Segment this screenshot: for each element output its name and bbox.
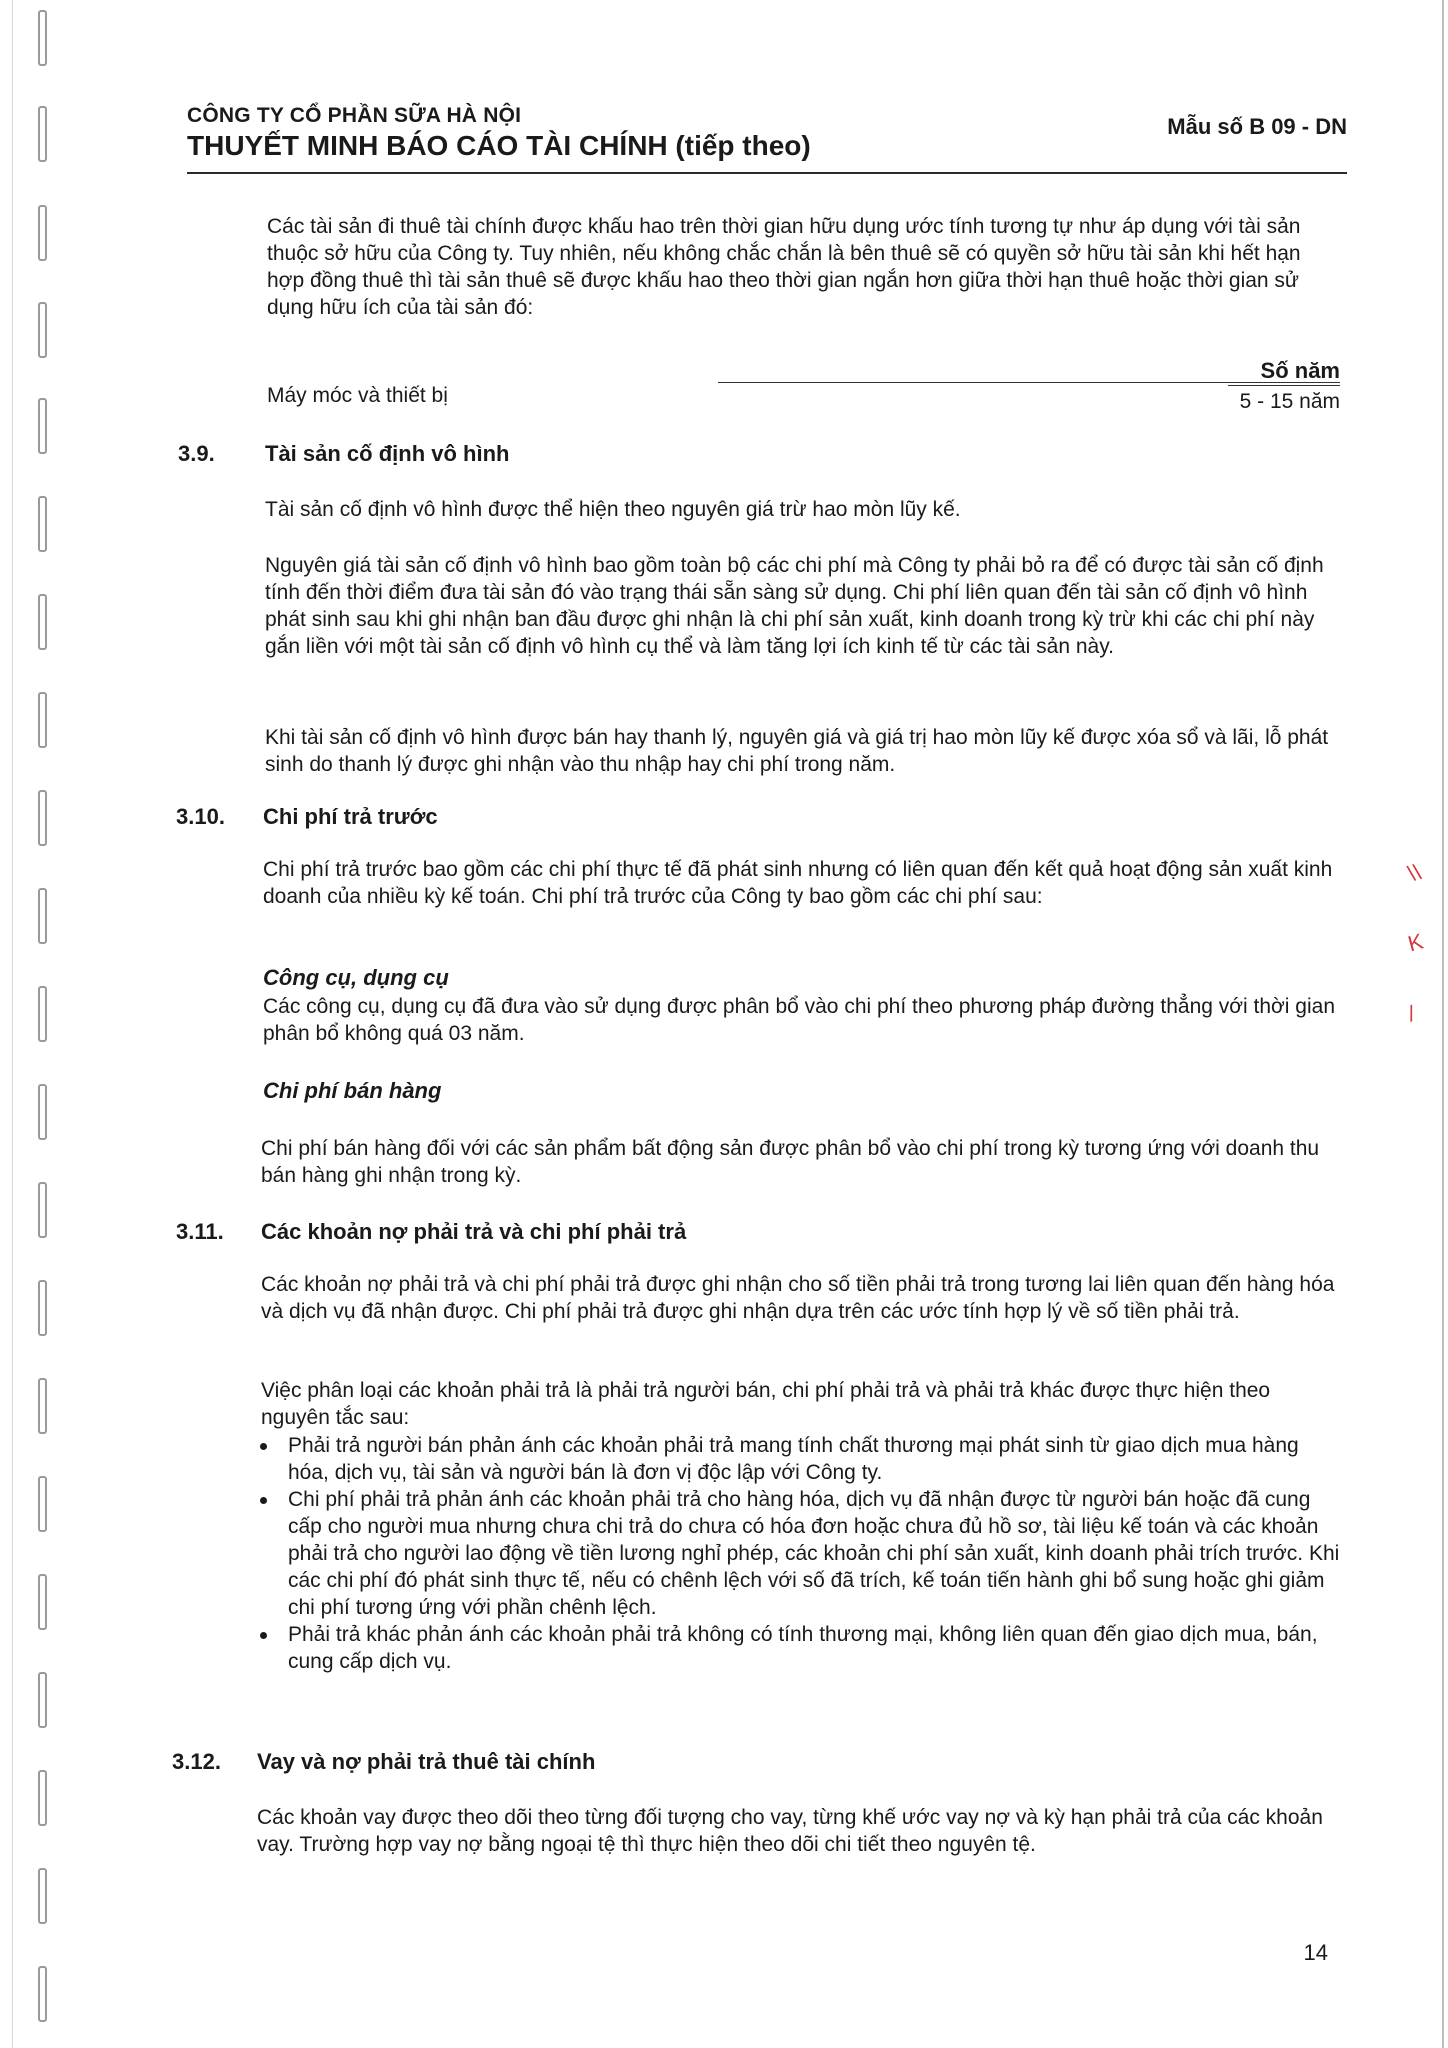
header-divider [187, 172, 1347, 174]
handwritten-mark: / [1405, 1000, 1418, 1027]
page-right-edge [1442, 0, 1444, 2048]
subsection-paragraph: Chi phí bán hàng đối với các sản phẩm bất động sản được phân bổ vào chi phí trong kỳ tương ứng với doanh thu bán hàng ghi nhận trong kỳ. [261, 1137, 1320, 1187]
binder-hole [38, 888, 47, 944]
section-title: Tài sản cố định vô hình [265, 441, 510, 466]
bullet-item [258, 1621, 1343, 1675]
section-paragraph: Các khoản nợ phải trả và chi phí phải trả được ghi nhận cho số tiền phải trả trong tương lai liên quan đến hàng hóa và dịch vụ đã nhận được. Chi phí phải trả được ghi nhận dựa trên các ước tính hợp lý về số tiền phải trả. [261, 1273, 1335, 1323]
binder-hole [38, 1672, 47, 1728]
binder-hole [38, 1476, 47, 1532]
handwritten-mark: K [1405, 928, 1426, 957]
binder-hole [38, 205, 47, 261]
binder-hole [38, 1084, 47, 1140]
section-paragraph: Khi tài sản cố định vô hình được bán hay thanh lý, nguyên giá và giá trị hao mòn lũy kế được xóa sổ và lãi, lỗ phát sinh do thanh lý được ghi nhận vào thu nhập hay chi phí trong năm. [265, 726, 1329, 776]
bullet-item [258, 1432, 1343, 1486]
binder-hole [38, 1280, 47, 1336]
section-paragraph: Việc phân loại các khoản phải trả là phải trả người bán, chi phí phải trả và phải trả khác được thực hiện theo nguyên tắc sau: [261, 1379, 1271, 1429]
binder-hole [38, 10, 47, 66]
binder-hole [38, 1966, 47, 2022]
table-header-years: Số năm [1260, 358, 1340, 383]
section-paragraph: Các khoản vay được theo dõi theo từng đối tượng cho vay, từng khế ước vay nợ và kỳ hạn phải trả của các khoản vay. Trường hợp vay nợ bằng ngoại tệ thì thực hiện theo dõi chi tiết theo nguyên tệ. [257, 1806, 1323, 1856]
binder-hole [38, 790, 47, 846]
binder-hole [38, 692, 47, 748]
handwritten-marks [1405, 859, 1438, 1070]
binder-hole [38, 398, 47, 454]
section-paragraph: Tài sản cố định vô hình được thể hiện theo nguyên giá trừ hao mòn lũy kế. [265, 498, 961, 521]
page-header [187, 104, 1347, 162]
bullet-list [258, 1432, 1343, 1675]
section-number: 3.11. [176, 1219, 224, 1244]
section-paragraph: Chi phí trả trước bao gồm các chi phí thực tế đã phát sinh nhưng có liên quan đến kết quả hoạt động sản xuất kinh doanh của nhiều kỳ kế toán. Chi phí trả trước của Công ty bao gồm các chi phí sau: [263, 858, 1333, 908]
bullet-dot [260, 1443, 267, 1450]
subsection-title: Công cụ, dụng cụ [263, 965, 449, 990]
binder-hole [38, 986, 47, 1042]
binder-hole [38, 1182, 47, 1238]
subsection-title: Chi phí bán hàng [263, 1078, 442, 1103]
bullet-text: Phải trả khác phản ánh các khoản phải trả không có tính thương mại, không liên quan đến giao dịch mua, bán, cung cấp dịch vụ. [288, 1623, 1318, 1673]
binder-hole [38, 1868, 47, 1924]
section-title: Vay và nợ phải trả thuê tài chính [257, 1749, 596, 1774]
table-rule [718, 382, 1340, 383]
bullet-text: Phải trả người bán phản ánh các khoản phải trả mang tính chất thương mại phát sinh từ giao dịch mua hàng hóa, dịch vụ, tài sản và người bán là đơn vị độc lập với Công ty. [288, 1434, 1299, 1484]
page-number: 14 [1303, 1940, 1328, 1965]
bullet-text: Chi phí phải trả phản ánh các khoản phải trả cho hàng hóa, dịch vụ đã nhận được từ người bán hoặc đã cung cấp cho người mua nhưng chưa chi trả do chưa có hóa đơn hoặc chưa đủ hồ sơ, tài liệu kế toán và các khoản phải trả cho người lao động về tiền lương nghỉ phép, các khoản chi phí sản xuất, kinh doanh phải trích trước. Khi các chi phí đó phát sinh thực tế, nếu có chênh lệch với số đã trích, kế toán tiến hành ghi bổ sung hoặc ghi giảm chi phí tương ứng với phần chênh lệch. [288, 1488, 1340, 1619]
section-number: 3.9. [178, 441, 215, 466]
section-number: 3.12. [172, 1749, 221, 1774]
table-header-underline [1228, 385, 1340, 386]
binder-margin [0, 0, 60, 2048]
binder-hole [38, 496, 47, 552]
table-row-value: 5 - 15 năm [1239, 390, 1340, 413]
section-paragraph: Nguyên giá tài sản cố định vô hình bao gồm toàn bộ các chi phí mà Công ty phải bỏ ra để có được tài sản cố định tính đến thời điểm đưa tài sản đó vào trạng thái sẵn sàng sử dụng. Chi phí liên quan đến tài sản cố định vô hình phát sinh sau khi ghi nhận ban đầu được ghi nhận là chi phí sản xuất, kinh doanh trong kỳ trừ khi các chi phí này gắn liền với một tài sản cố định vô hình cụ thể và làm tăng lợi ích kinh tế từ các tài sản này. [265, 554, 1324, 658]
binder-hole [38, 1378, 47, 1434]
section-title: Các khoản nợ phải trả và chi phí phải trả [261, 1219, 687, 1244]
form-number: Mẫu số B 09 - DN [1167, 114, 1347, 139]
bullet-dot [260, 1497, 267, 1504]
binder-hole [38, 302, 47, 358]
binder-hole [38, 106, 47, 162]
section-number: 3.10. [176, 804, 225, 829]
binder-hole [38, 594, 47, 650]
handwritten-mark: \\ [1405, 859, 1424, 887]
binder-hole [38, 1574, 47, 1630]
binder-hole [38, 1770, 47, 1826]
document-title: THUYẾT MINH BÁO CÁO TÀI CHÍNH (tiếp theo) [187, 130, 811, 161]
intro-paragraph: Các tài sản đi thuê tài chính được khấu hao trên thời gian hữu dụng ước tính tương tự như áp dụng với tài sản thuộc sở hữu của Công ty. Tuy nhiên, nếu không chắc chắn là bên thuê sẽ có quyền sở hữu tài sản khi hết hạn hợp đồng thuê thì tài sản thuê sẽ được khấu hao theo thời gian ngắn hơn giữa thời hạn thuê hoặc thời gian sử dụng hữu ích của tài sản đó: [267, 215, 1301, 319]
bullet-item [258, 1486, 1343, 1621]
table-row-label: Máy móc và thiết bị [267, 384, 448, 407]
company-name: CÔNG TY CỔ PHẦN SỮA HÀ NỘI [187, 104, 522, 127]
bullet-dot [260, 1632, 267, 1639]
page-edge-line [12, 0, 13, 2048]
subsection-paragraph: Các công cụ, dụng cụ đã đưa vào sử dụng được phân bổ vào chi phí theo phương pháp đường thẳng với thời gian phân bổ không quá 03 năm. [263, 995, 1336, 1045]
section-title: Chi phí trả trước [263, 804, 438, 829]
